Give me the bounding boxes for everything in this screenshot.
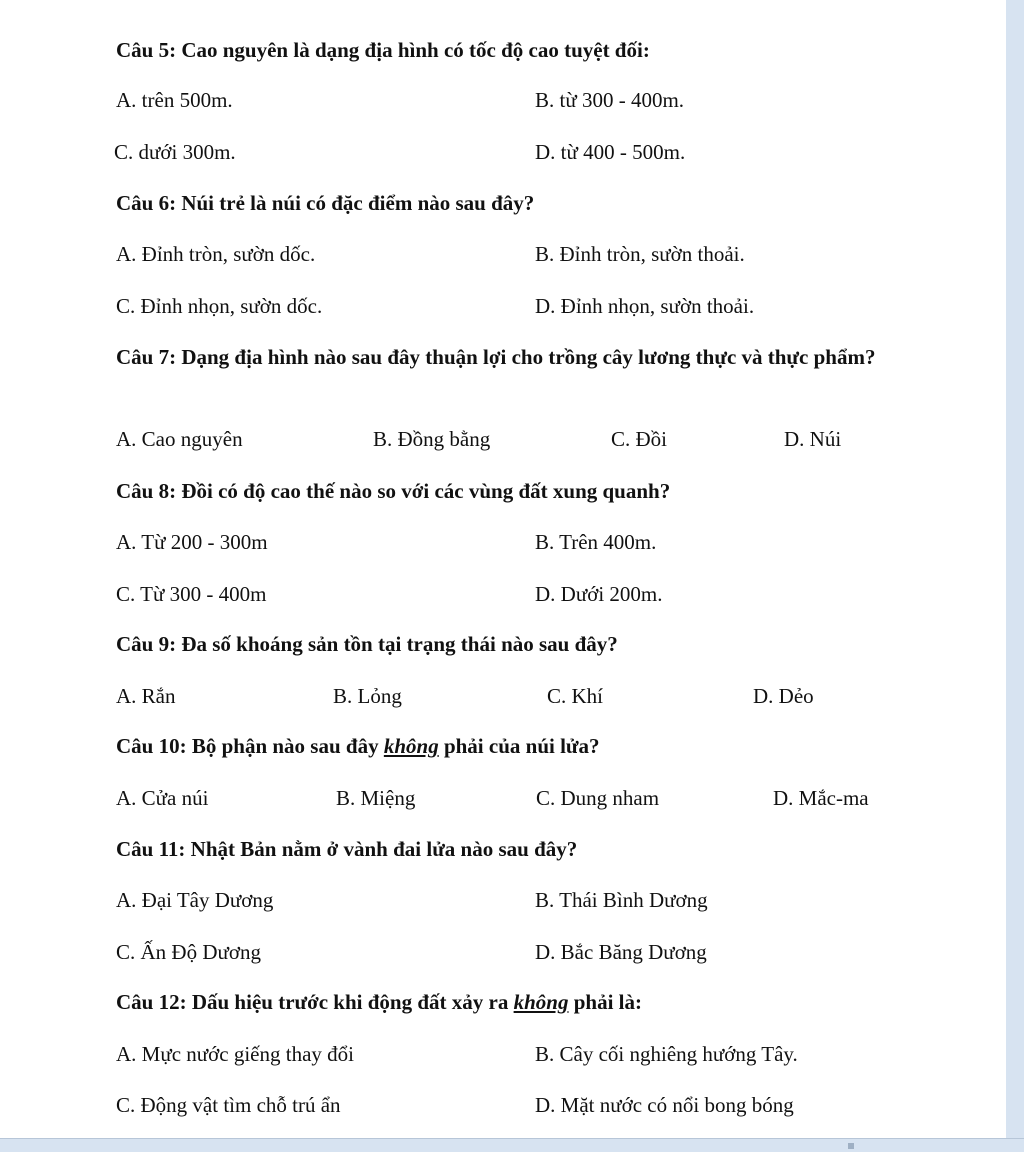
question-8-option-d: D. Dưới 200m. (535, 582, 663, 606)
question-8-option-a: A. Từ 200 - 300m (116, 530, 268, 554)
question-11-option-b: B. Thái Bình Dương (535, 888, 708, 912)
question-10-option-d: D. Mắc-ma (773, 786, 869, 810)
question-5-option-a: A. trên 500m. (116, 88, 233, 112)
question-10-prompt-end: phải của núi lửa? (438, 734, 600, 758)
question-5-prompt: Câu 5: Cao nguyên là dạng địa hình có tốc độ cao tuyệt đối: (116, 38, 650, 62)
scroll-marker-icon (848, 1143, 854, 1149)
question-11-option-d: D. Bắc Băng Dương (535, 940, 707, 964)
question-11-option-a: A. Đại Tây Dương (116, 888, 274, 912)
question-6-option-c: C. Đỉnh nhọn, sườn dốc. (116, 294, 323, 318)
question-12-prompt (116, 985, 946, 1019)
question-9-option-d: D. Dẻo (753, 684, 814, 708)
question-12-option-c: C. Động vật tìm chỗ trú ẩn (116, 1093, 341, 1117)
question-6-option-b: B. Đỉnh tròn, sườn thoải. (535, 242, 745, 266)
question-6-option-a: A. Đỉnh tròn, sườn dốc. (116, 242, 316, 266)
question-7-option-d: D. Núi (784, 427, 842, 451)
question-6-option-d: D. Đỉnh nhọn, sườn thoải. (535, 294, 755, 318)
question-8-prompt: Câu 8: Đồi có độ cao thế nào so với các vùng đất xung quanh? (116, 479, 671, 503)
question-8-option-c: C. Từ 300 - 400m (116, 582, 267, 606)
question-12-prompt-start: Câu 12: Dấu hiệu trước khi động đất xảy ra (116, 990, 514, 1014)
question-7-prompt: Câu 7: Dạng địa hình nào sau đây thuận lợi cho trồng cây lương thực và thực phẩm? (116, 345, 876, 369)
question-10-prompt-start: Câu 10: Bộ phận nào sau đây (116, 734, 384, 758)
question-9-prompt: Câu 9: Đa số khoáng sản tồn tại trạng thái nào sau đây? (116, 632, 618, 656)
question-11-option-c: C. Ấn Độ Dương (116, 940, 261, 964)
question-12-option-a: A. Mực nước giếng thay đổi (116, 1042, 354, 1066)
question-6-prompt: Câu 6: Núi trẻ là núi có đặc điểm nào sau đây? (116, 191, 535, 215)
question-12-prompt-end: phải là: (568, 990, 642, 1014)
question-12-option-b: B. Cây cối nghiêng hướng Tây. (535, 1042, 798, 1066)
question-5-option-d: D. từ 400 - 500m. (535, 140, 686, 164)
question-10-emphasis: không (383, 734, 439, 758)
question-7-option-a: A. Cao nguyên (116, 427, 243, 451)
window-right-edge (1006, 0, 1024, 1151)
question-10-option-c: C. Dung nham (536, 786, 660, 810)
question-12-option-d: D. Mặt nước có nổi bong bóng (535, 1093, 794, 1117)
question-8-option-b: B. Trên 400m. (535, 530, 657, 554)
question-10-option-b: B. Miệng (336, 786, 416, 810)
question-12-emphasis: không (513, 990, 569, 1014)
question-7-option-c: C. Đồi (611, 427, 668, 451)
window-bottom-edge (0, 1138, 1024, 1152)
question-5-option-b: B. từ 300 - 400m. (535, 88, 685, 112)
question-7-option-b: B. Đồng bằng (373, 427, 491, 451)
question-9-option-a: A. Rắn (116, 684, 176, 708)
question-9-option-c: C. Khí (547, 684, 604, 708)
question-11-prompt: Câu 11: Nhật Bản nằm ở vành đai lửa nào sau đây? (116, 837, 578, 861)
question-10-option-a: A. Cửa núi (116, 786, 209, 810)
question-9-option-b: B. Lỏng (333, 684, 402, 708)
question-5-option-c: C. dưới 300m. (114, 140, 236, 164)
question-10-prompt (116, 729, 946, 763)
